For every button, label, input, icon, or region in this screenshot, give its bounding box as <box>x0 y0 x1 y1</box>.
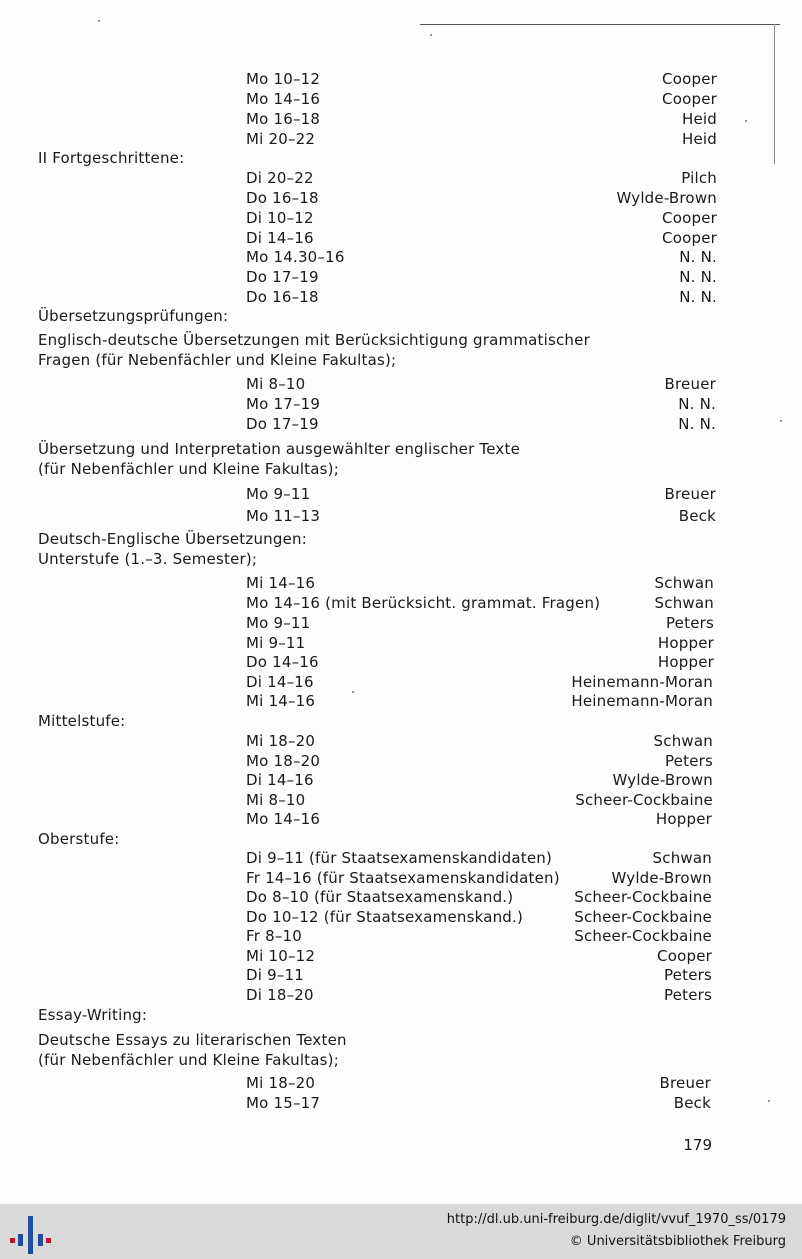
entry-lecturer: N. N. <box>679 288 717 306</box>
entry-time: Mi 9–11 <box>246 634 306 652</box>
section-heading: Deutsche Essays zu literarischen Texten <box>38 1031 347 1049</box>
entry-lecturer: Heinemann-Moran <box>571 692 713 710</box>
entry-time: Do 17–19 <box>246 415 319 433</box>
entry-lecturer: Heinemann-Moran <box>571 673 713 691</box>
entry-lecturer: Cooper <box>662 90 717 108</box>
entry-lecturer: N. N. <box>678 415 716 433</box>
entry-time: Mo 14–16 <box>246 810 321 828</box>
entry-time: Di 10–12 <box>246 209 314 227</box>
entry-time: Mo 10–12 <box>246 70 321 88</box>
entry-time: Mi 20–22 <box>246 130 316 148</box>
entry-time: Mi 18–20 <box>246 1074 316 1092</box>
logo-bar <box>46 1238 51 1243</box>
footer-bar <box>0 1204 802 1259</box>
entry-lecturer: Breuer <box>664 485 716 503</box>
scan-speck <box>430 34 432 36</box>
section-heading: Oberstufe: <box>38 830 120 848</box>
entry-lecturer: Breuer <box>659 1074 711 1092</box>
entry-time: Mo 9–11 <box>246 614 311 632</box>
entry-lecturer: Schwan <box>654 574 714 592</box>
entry-time: Fr 14–16 (für Staatsexamenskandidaten) <box>246 869 560 887</box>
section-heading: (für Nebenfächler und Kleine Fakultas); <box>38 460 339 478</box>
entry-lecturer: Beck <box>673 1094 711 1112</box>
entry-lecturer: Cooper <box>662 70 717 88</box>
section-heading: Übersetzungsprüfungen: <box>38 307 229 325</box>
section-heading: Essay-Writing: <box>38 1006 148 1024</box>
entry-lecturer: Scheer-Cockbaine <box>574 888 712 906</box>
entry-lecturer: Wylde-Brown <box>611 869 712 887</box>
logo-bar <box>10 1238 15 1243</box>
entry-lecturer: Schwan <box>654 594 714 612</box>
logo-bar <box>28 1216 33 1254</box>
entry-lecturer: Scheer-Cockbaine <box>574 908 712 926</box>
entry-time: Di 9–11 (für Staatsexamenskandidaten) <box>246 849 553 867</box>
scan-speck <box>745 120 747 122</box>
entry-lecturer: N. N. <box>678 395 716 413</box>
entry-lecturer: Heid <box>682 130 717 148</box>
entry-time: Do 10–12 (für Staatsexamenskand.) <box>246 908 524 926</box>
section-heading: (für Nebenfächler und Kleine Fakultas); <box>38 1051 339 1069</box>
entry-lecturer: Hopper <box>657 634 714 652</box>
entry-lecturer: Heid <box>682 110 717 128</box>
entry-time: Mo 15–17 <box>246 1094 321 1112</box>
section-heading: Englisch-deutsche Übersetzungen mit Berücksichtigung grammatischer <box>38 331 590 349</box>
entry-time: Do 14–16 <box>246 653 319 671</box>
entry-lecturer: Peters <box>664 752 713 770</box>
entry-time: Mo 14–16 (mit Berücksicht. grammat. Fragen) <box>246 594 601 612</box>
entry-time: Mi 14–16 <box>246 574 316 592</box>
entry-time: Di 9–11 <box>246 966 305 984</box>
logo-bar <box>38 1234 43 1246</box>
scan-speck <box>98 20 100 22</box>
scan-speck <box>768 1100 770 1102</box>
entry-time: Fr 8–10 <box>246 927 303 945</box>
entry-time: Mi 8–10 <box>246 791 306 809</box>
entry-time: Do 16–18 <box>246 288 319 306</box>
entry-lecturer: N. N. <box>679 248 717 266</box>
entry-time: Mo 14–16 <box>246 90 321 108</box>
entry-lecturer: Wylde-Brown <box>616 189 717 207</box>
entry-time: Di 18–20 <box>246 986 314 1004</box>
entry-time: Do 16–18 <box>246 189 319 207</box>
entry-time: Mo 9–11 <box>246 485 311 503</box>
entry-time: Di 14–16 <box>246 673 314 691</box>
entry-time: Do 17–19 <box>246 268 319 286</box>
entry-lecturer: Cooper <box>662 209 717 227</box>
entry-time: Di 14–16 <box>246 229 314 247</box>
source-url-link[interactable]: http://dl.ub.uni-freiburg.de/diglit/vvuf_1970_ss/0179 <box>446 1212 786 1227</box>
entry-lecturer: Peters <box>665 614 714 632</box>
page-number: 179 <box>683 1136 712 1154</box>
entry-time: Mi 10–12 <box>246 947 316 965</box>
entry-lecturer: Hopper <box>657 653 714 671</box>
entry-time: Mi 8–10 <box>246 375 306 393</box>
page-edge-mark <box>774 24 775 164</box>
entry-time: Mi 14–16 <box>246 692 316 710</box>
entry-time: Mo 16–18 <box>246 110 321 128</box>
entry-lecturer: Pilch <box>681 169 717 187</box>
entry-time: Di 20–22 <box>246 169 314 187</box>
section-heading: Übersetzung und Interpretation ausgewählter englischer Texte <box>38 440 521 458</box>
entry-time: Do 8–10 (für Staatsexamenskand.) <box>246 888 514 906</box>
entry-time: Mo 14.30–16 <box>246 248 345 266</box>
copyright-notice: © Universitätsbibliothek Freiburg <box>569 1234 786 1249</box>
entry-lecturer: Schwan <box>653 732 713 750</box>
section-heading: Unterstufe (1.–3. Semester); <box>38 550 258 568</box>
section-heading: II Fortgeschrittene: <box>38 149 185 167</box>
section-heading: Fragen (für Nebenfächler und Kleine Fakultas); <box>38 351 397 369</box>
entry-lecturer: Hopper <box>655 810 712 828</box>
entry-lecturer: Peters <box>663 986 712 1004</box>
section-heading: Mittelstufe: <box>38 712 126 730</box>
logo-bar <box>18 1234 23 1246</box>
entry-lecturer: Breuer <box>664 375 716 393</box>
entry-time: Mo 11–13 <box>246 507 321 525</box>
entry-lecturer: Scheer-Cockbaine <box>574 927 712 945</box>
entry-lecturer: Cooper <box>657 947 712 965</box>
entry-lecturer: Beck <box>678 507 716 525</box>
scan-speck <box>780 420 782 422</box>
entry-time: Mi 18–20 <box>246 732 316 750</box>
entry-time: Di 14–16 <box>246 771 314 789</box>
section-heading: Deutsch-Englische Übersetzungen: <box>38 530 307 548</box>
ub-freiburg-logo-icon <box>8 1212 52 1254</box>
entry-lecturer: Schwan <box>652 849 712 867</box>
entry-time: Mo 18–20 <box>246 752 321 770</box>
entry-lecturer: Wylde-Brown <box>612 771 713 789</box>
entry-lecturer: Peters <box>663 966 712 984</box>
entry-time: Mo 17–19 <box>246 395 321 413</box>
entry-lecturer: Cooper <box>662 229 717 247</box>
entry-lecturer: Scheer-Cockbaine <box>575 791 713 809</box>
scan-speck <box>352 691 354 693</box>
top-rule <box>420 24 780 25</box>
entry-lecturer: N. N. <box>679 268 717 286</box>
